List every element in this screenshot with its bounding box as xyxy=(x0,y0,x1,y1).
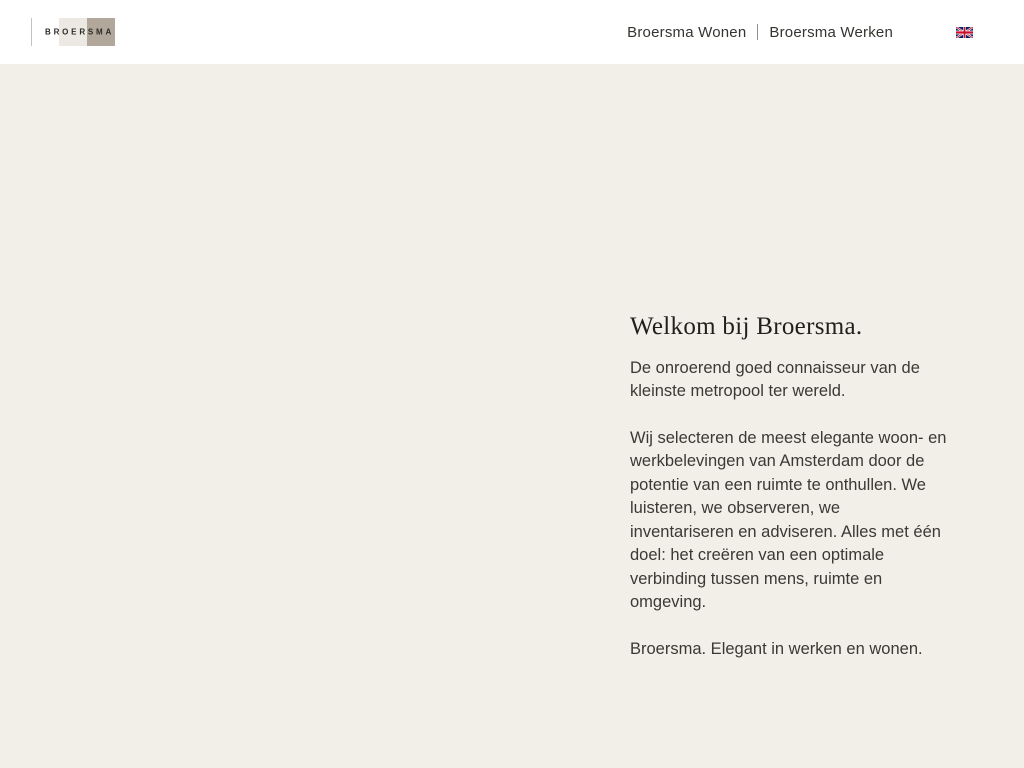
tagline-paragraph: Broersma. Elegant in werken en wonen. xyxy=(630,639,923,658)
hero-section xyxy=(0,64,1024,768)
page-title: Welkom bij Broersma. xyxy=(630,313,863,340)
nav-link-broersma-werken[interactable]: Broersma Werken xyxy=(769,23,893,41)
nav-divider xyxy=(757,24,758,40)
intro-paragraph: De onroerend goed connaisseur van de kleinste metropool ter wereld. xyxy=(630,358,920,400)
uk-flag-icon xyxy=(956,27,973,38)
welcome-text-block xyxy=(630,311,948,661)
body-paragraph: Wij selecteren de meest elegante woon- en werkbelevingen van Amsterdam door de potentie van een ruimte te onthullen. We luisteren, we observeren, we inventariseren en adviseren. Alles met één doel: het creëren van een optimale verbinding tussen mens, ruimte en omgeving. xyxy=(630,428,947,611)
logo-rule xyxy=(31,18,32,46)
logo-wordmark: BROERSMA xyxy=(45,27,115,37)
broersma-logo[interactable] xyxy=(31,17,115,47)
site-header xyxy=(0,0,1024,64)
nav-link-broersma-wonen[interactable]: Broersma Wonen xyxy=(627,23,747,41)
main-nav xyxy=(627,24,973,41)
language-switch-english[interactable] xyxy=(956,27,973,38)
